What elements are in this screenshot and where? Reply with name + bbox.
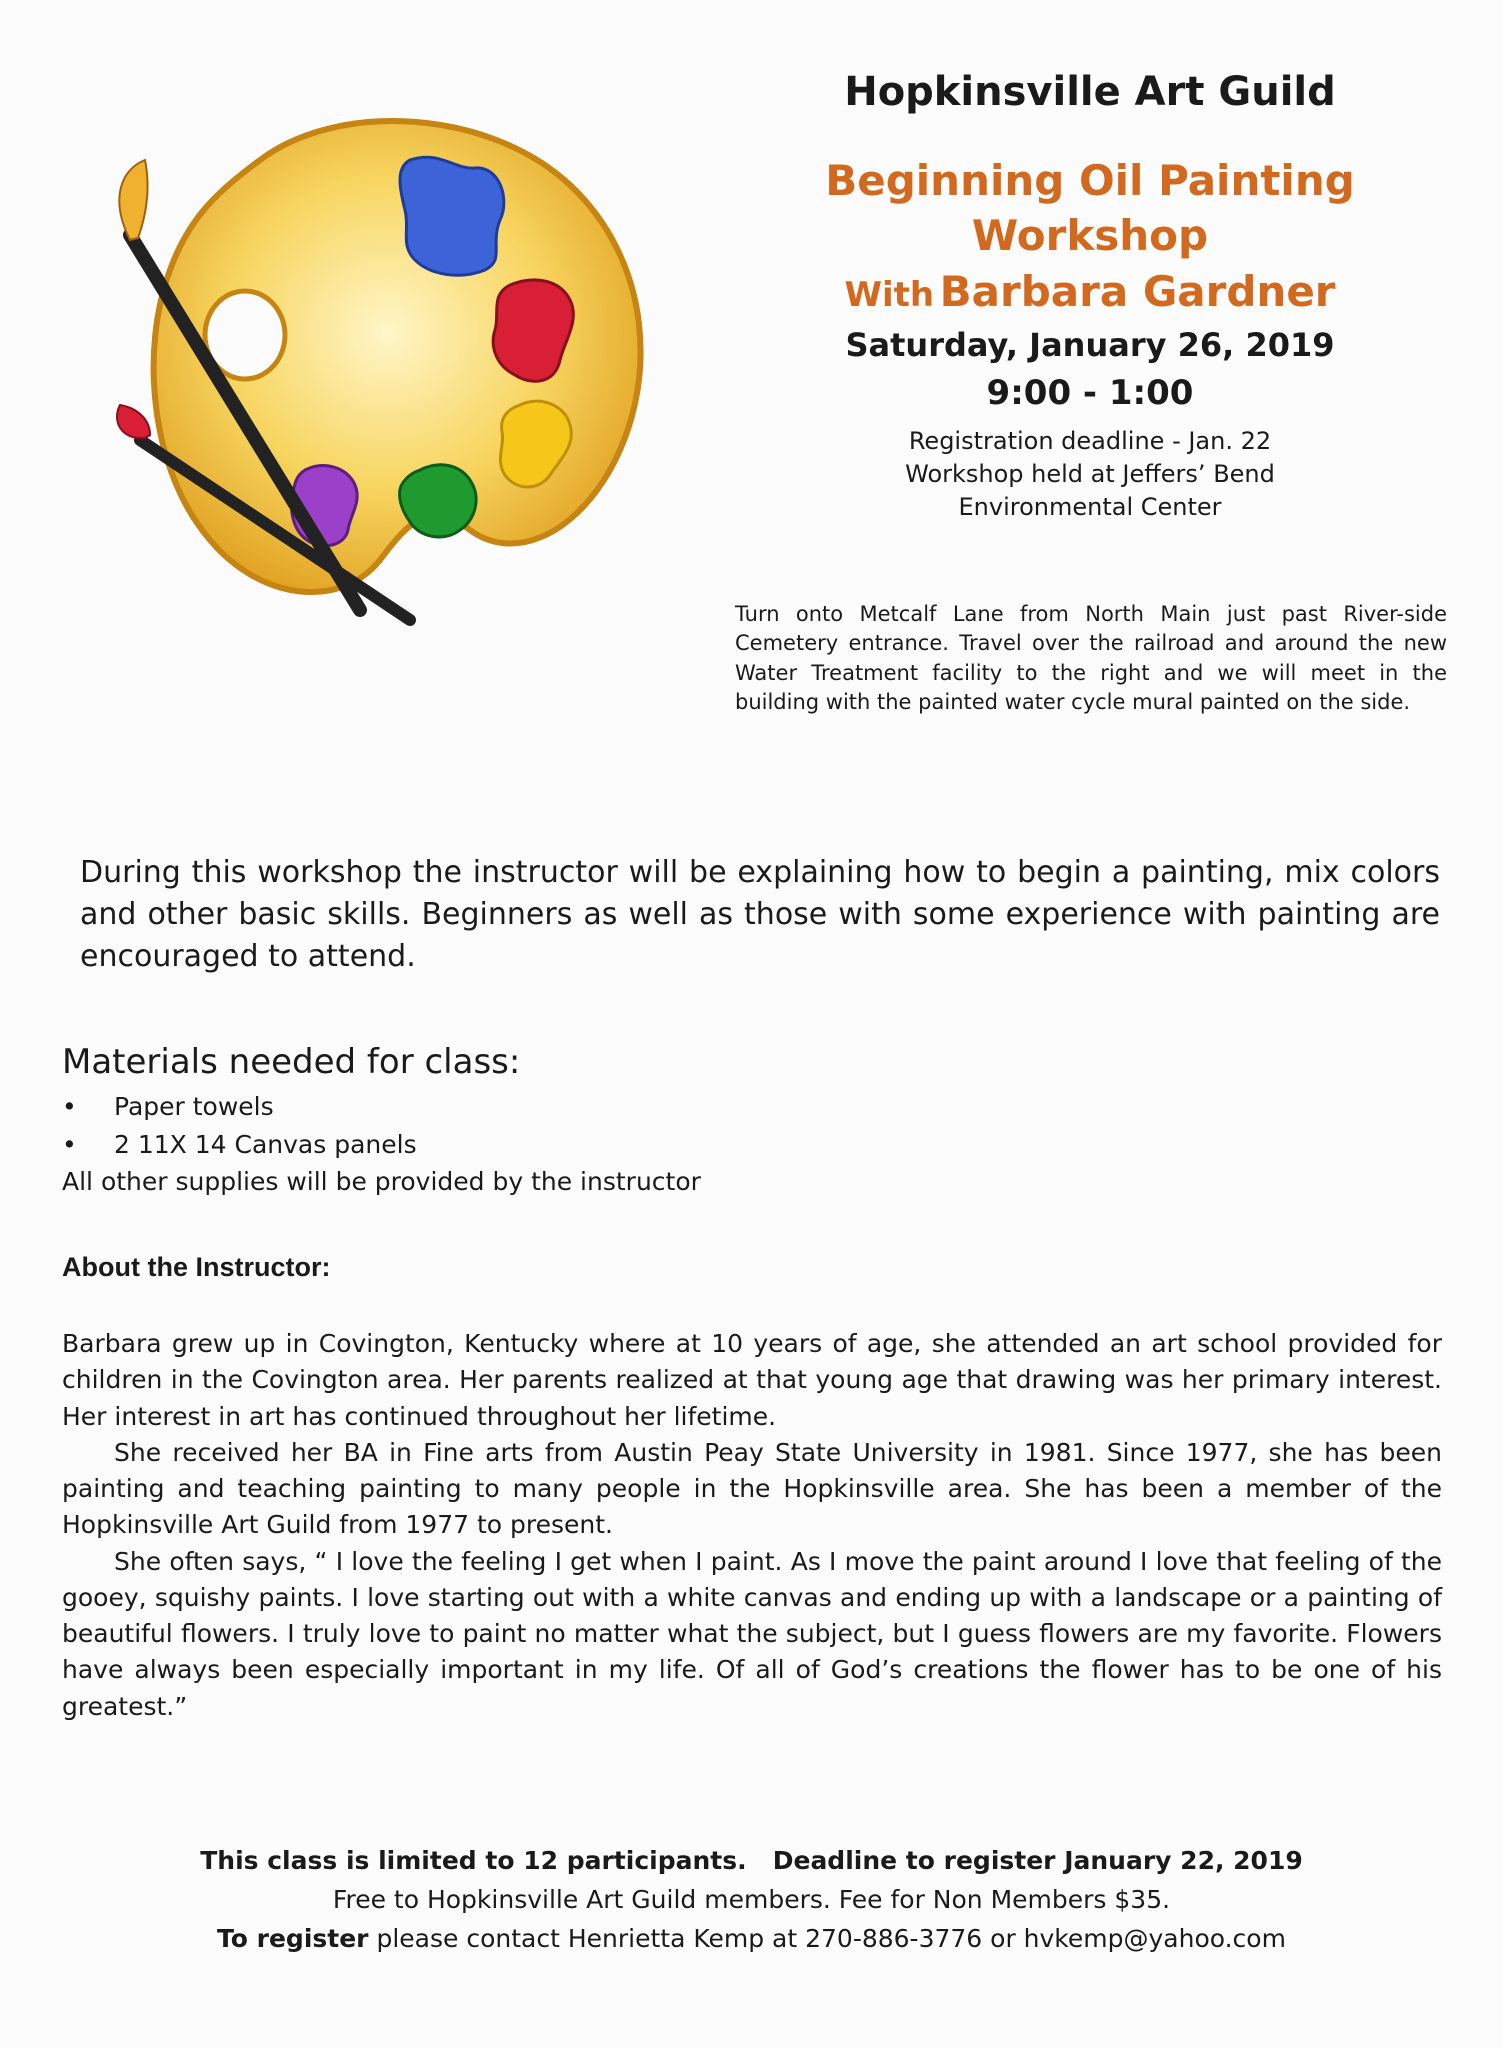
materials-list: [62, 1088, 962, 1163]
org-title: Hopkinsville Art Guild: [844, 69, 1336, 115]
deadline-text: Deadline to register January 22, 2019: [772, 1846, 1303, 1875]
instructor-line: [720, 265, 1460, 320]
bullet-icon: •: [62, 1129, 77, 1159]
footer: [0, 1842, 1503, 1958]
paint-palette-icon: [110, 90, 670, 650]
bio-paragraph: She received her BA in Fine arts from Austin Peay State University in 1981. Since 1977, she has been painting and teaching painting to many people in the Hopkinsville area. She has been a member of the Hopkinsville Art Guild from 1977 to present.: [62, 1437, 1442, 1540]
blue-paint-blob: [400, 157, 504, 275]
bullet-icon: •: [62, 1092, 77, 1122]
material-item-label: Paper towels: [114, 1092, 274, 1122]
instructor-bio: [62, 1326, 1442, 1725]
with-label: With: [844, 275, 935, 316]
event-date: Saturday, January 26, 2019: [845, 325, 1335, 364]
materials-heading: Materials needed for class:: [62, 1042, 521, 1082]
list-item: [62, 1126, 962, 1164]
limit-text: This class is limited to 12 participants.: [200, 1846, 747, 1875]
about-heading: About the Instructor:: [62, 1252, 331, 1282]
workshop-description: During this workshop the instructor will be explaining how to begin a painting, mix colors and other basic skills. Beginners as well as those with some experience with painting are encouraged to attend.: [80, 855, 1440, 974]
workshop-title-line1: Beginning Oil Painting: [825, 156, 1355, 205]
material-item-label: 2 11X 14 Canvas panels: [114, 1129, 417, 1159]
bio-paragraph: Barbara grew up in Covington, Kentucky where at 10 years of age, she attended an art school provided for children in the Covington area. Her parents realized at that young age that drawing was her primary interest. Her interest in art has continued throughout her lifetime.: [62, 1329, 1442, 1431]
location-line1: Workshop held at Jeffers’ Bend: [905, 460, 1275, 489]
location-line2: Environmental Center: [958, 493, 1222, 522]
register-line: [0, 1920, 1503, 1959]
fee-text: Free to Hopkinsville Art Guild members. Fee for Non Members $35.: [332, 1884, 1171, 1914]
event-time: 9:00 - 1:00: [986, 372, 1194, 413]
register-label: To register: [217, 1923, 369, 1953]
list-item: [62, 1088, 962, 1126]
materials-note: All other supplies will be provided by the instructor: [62, 1167, 701, 1197]
limit-line: [0, 1842, 1503, 1881]
workshop-title-line2: Workshop: [971, 210, 1209, 260]
registration-deadline: Registration deadline - Jan. 22: [908, 427, 1272, 456]
instructor-name: Barbara Gardner: [939, 267, 1336, 317]
bio-paragraph: She often says, “ I love the feeling I get when I paint. As I move the paint around I love that feeling of the gooey, squishy paints. I love starting out with a white canvas and ending up with a landscape or a painting of beautiful flowers. I truly love to paint no matter what the subject, but I guess flowers are my favorite. Flowers have always been especially important in my life. Of all of God’s creations the flower has to be one of his greatest.”: [62, 1546, 1442, 1721]
workshop-title: [720, 154, 1460, 263]
registration-info: [720, 425, 1460, 524]
materials-section: [62, 1040, 962, 1201]
directions-text: Turn onto Metcalf Lane from North Main just past River-side Cemetery entrance. Travel over the railroad and around the new Water Treatment facility to the right and we will meet in the building with the painted water cycle mural painted on the side.: [735, 602, 1447, 715]
header-block: [720, 68, 1460, 524]
register-text: please contact Henrietta Kemp at 270-886-3776 or hvkemp@yahoo.com: [368, 1923, 1286, 1953]
